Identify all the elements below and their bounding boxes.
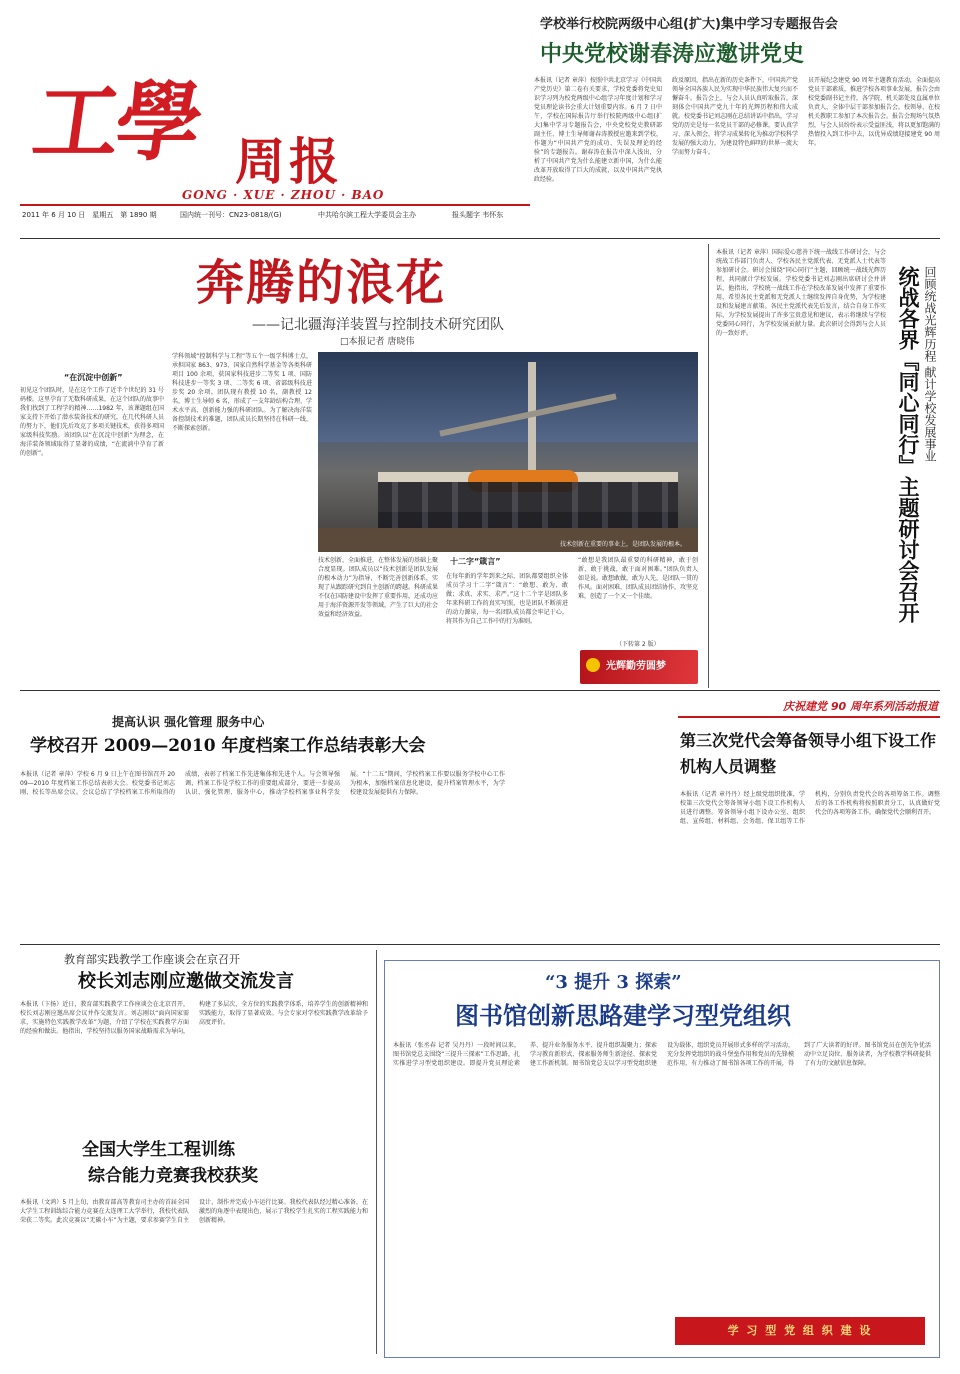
masthead-title-big: 工學 (26, 72, 206, 173)
masthead-rule (20, 204, 530, 206)
competition-headline-2: 综合能力竞赛我校获奖 (88, 1166, 258, 1186)
feature-col-2: 学科领域“控制科学与工程”等五个一级学科博士点，承担国家 863、973、国家自然科学基金等各类科研项目 100 余项，获国家科技进步二等奖 1 项、国防科技进步一等奖 3 项、二等奖 6 项、省部级科技进步奖 20 余项。团队现有教授 10 名，副教授 12 名，博士生导师 6 名，形成了一支年龄结构合理、学术水平高、创新能力强的科研团队。为了解决海洋装备控制技术的难题，团队成员长期坚持在科研一线，不断探索创新。 (172, 353, 312, 432)
lead-story-body-3: 员开展纪念建党 90 周年主题教育活动，全面提高党员干部素质，推进学校各项事业发展，报告会由校党委副书记主持，各学院、机关部处及直属单位负责人、全体中层干部参加报告会。校领导、在校机关教职工参加了本次报告会。报告会现场气氛热烈，与会人员纷纷表示受益匪浅，将以更加饱满的热情投入到工作中去，以优异成绩迎接建党 90 周年。 (808, 77, 940, 147)
team-photo (318, 352, 698, 552)
lead-story-body-2: 政及原因，指出在新的历史条件下，中国共产党领导全国各族人民为实现中华民族伟大复兴而不懈奋斗。报告会上，与会人员认真听取报告，深刻体会中国共产党九十年的光辉历程和伟大成就。校党委书记刘志刚在总结讲话中指出，学习党的历史是每一名党员干部的必修课，要认真学习、深入领会，将学习成果转化为推动学校科学发展的强大动力，为建设特色鲜明的世界一流大学而努力奋斗。 (672, 77, 798, 156)
masthead-cn-number: 国内统一刊号：CN23-0818/(G) (180, 211, 282, 219)
archive-kicker: 提高认识 强化管理 服务中心 (112, 715, 265, 729)
congress-headline: 第三次党代会筹备领导小组下设工作机构人员调整 (680, 731, 937, 776)
divider (708, 244, 709, 688)
feature-byline: □本报记者 唐晓伟 (340, 337, 415, 347)
archive-headline: 学校召开 2009—2010 年度档案工作总结表彰大会 (30, 736, 426, 756)
education-headline: 校长刘志刚应邀做交流发言 (78, 971, 294, 992)
lead-story-body-1: 本报讯（记者 章萍）按照中共北京学习《中国共产党历史》第二卷有关要求，学校党委将党史知识学习列为校党两级中心组学习年度计划和学习党员理论读书会重大计划重要内容。6 月 7 日中午，学校在国际报告厅举行校院两级中心组(扩大)集中学习专题报告会，中央党校党史教研部副主任、博士生导师谢春涛教授应邀来到学校，作题为“中国共产党的成功、失误及理论的经验”的专题报告。谢春涛在报告中深入浅出，分析了中国共产党为什么能建立新中国，为什么能改革开放取得了巨大的成就，以及中国共产党执政经验。 (534, 77, 662, 183)
masthead-publisher: 中共哈尔滨工程大学委员会主办 (318, 211, 416, 219)
anniversary-banner-text: 庆祝建党 90 周年系列活动报道 (783, 700, 938, 713)
competition-body: 本报讯（文鸿）5 月上旬，由教育部高等教育司主办的首届全国大学生工程训练综合能力竞赛在大连理工大学举行，我校代表队荣获二等奖。此次竞赛以“无碳小车”为主题，要求参赛学生自主设计、制作并完成小车运行比赛。我校代表队经过精心准备，在激烈的角逐中表现出色，展示了我校学生扎实的工程实践能力和创新精神。 (20, 1199, 368, 1224)
congress-body: 本报讯（记者 章丹丹）经上级党组织批准，学校第三次党代会筹备领导小组下设工作机构人员进行调整。筹备领导小组下设办公室、组织组、宣传组、材料组、会务组、保卫组等工作机构，分别负责党代会的各项筹备工作。调整后的各工作机构将按照职责分工，认真做好党代会的各项筹备工作，确保党代会顺利召开。 (680, 791, 940, 825)
stamp-text: 光辉勤劳圆梦 (606, 661, 666, 672)
feature-section-2: 十二字“箴言” (450, 557, 501, 566)
masthead-chief-editor: 报头题字 韦怀东 (452, 211, 504, 219)
library-headline: 图书馆创新思路建学习型党组织 (455, 1001, 791, 1030)
lead-story-headline: 中央党校谢春涛应邀讲党史 (540, 41, 805, 67)
feature-headline: 奔腾的浪花 (196, 255, 447, 311)
divider (376, 950, 377, 1354)
competition-headline-1: 全国大学生工程训练 (82, 1140, 235, 1160)
feature-col-4: “敢想是我团队最重要的科研精神，敢于创新、敢于挑战，敢于面对困难。”团队负责人如是说。敢想敢做，敢为人先，是团队一贯的作风。面对困难，团队成员团结协作，攻坚克难，创造了一个又一个佳绩。 (578, 557, 698, 600)
library-footer-banner-text: 学 习 型 党 组 织 建 设 (727, 1324, 873, 1337)
masthead-pinyin: GONG · XUE · ZHOU · BAO (182, 188, 385, 202)
feature-col-bottom: 在每年新的学年到来之际，团队都要组织全体成员学习十二字“箴言”：“敢想、敢为、敢做；求真、求实、求严。”这十二个字是团队多年来科研工作的真实写照，也是团队不断前进的动力源泉，每一名团队成员都会牢记于心，将其作为自己工作中的行为准则。 (446, 573, 568, 625)
feature-col-3: 技术创新，全面推进，在整体发展的基础上聚合度显现。团队成员以“技术创新是团队发展的根本动力”为指导，不断完善创新体系，实现了从跟踪研究到自主创新的跨越。科研成果不仅在国防建设中发挥了重要作用，还成功应用于海洋资源开发等领域，产生了巨大的社会效益和经济效益。 (318, 557, 438, 618)
masthead (20, 20, 530, 232)
party-flag (580, 650, 698, 684)
library-box (384, 960, 940, 1358)
divider (20, 944, 940, 945)
library-footer-banner (675, 1317, 925, 1345)
feature-subtitle: ——记北疆海洋装置与控制技术研究团队 (252, 317, 504, 333)
library-body: 本报讯（张丞春 记者 吴丹丹）一段时间以来，图书馆党总支围绕“三提升三探索”工作思路，扎实推进学习型党组织建设。即提升党员理论素养、提升业务服务水平、提升组织凝聚力；探索学习教育新形式、探索服务师生新途径、探索党建工作新机制。图书馆党总支以学习型党组织建设为载体，组织党员开展形式多样的学习活动，充分发挥党组织的战斗堡垒作用和党员的先锋模范作用，有力推动了图书馆各项工作的开展，得到了广大读者的好评。图书馆党员在创先争优活动中立足岗位、服务读者，为学校教学科研提供了有力的文献信息保障。 (393, 1042, 931, 1067)
lead-story-kicker: 学校举行校院两级中心组(扩大)集中学习专题报告会 (540, 17, 838, 32)
anniversary-banner (678, 700, 940, 718)
photo-sky (318, 352, 698, 442)
education-kicker: 教育部实践教学工作座谈会在京召开 (64, 953, 240, 966)
unity-body: 本报讯（记者 章萍）国际爱心慈善下统一战线工作研讨会，与会统战工作部门负责人、学校各民主党派代表、无党派人士代表等参加研讨会。研讨会围绕“同心同行”主题，回顾统一战线光辉历程，共同献计学校发展。学校党委书记刘志刚出席研讨会并讲话，他指出，学校统一战线工作在学校改革发展中发挥了重要作用，希望各民主党派和无党派人士继续发挥自身优势，为学校建设和发展建言献策。各民主党派代表先后发言，结合自身工作实际，为学校发展提出了许多宝贵意见和建议，表示将继续与学校党委同心同行，为学校发展贡献力量。此次研讨会得到与会人员的一致好评。 (716, 249, 886, 337)
party-emblem-icon (586, 658, 600, 672)
masthead-title-week: 周报 (235, 133, 343, 191)
feature-section-1: “在沉淀中创新” (64, 373, 123, 382)
education-body: 本报讯（卞扬）近日，教育部实践教学工作座谈会在北京召开，校长刘志刚应邀出席会议并作交流发言。刘志刚以“面向国家需求，实施特色实践教学改革”为题，介绍了学校在实践教学方面的经验和做法。他指出，学校坚持以服务国家战略需求为导向，构建了多层次、全方位的实践教学体系，培养学生的创新精神和实践能力，取得了显著成效。与会专家对学校实践教学改革给予高度评价。 (20, 1001, 368, 1035)
masthead-date-issue: 2011 年 6 月 10 日 星期五 第 1890 期 (22, 211, 157, 219)
divider (20, 690, 940, 691)
library-kicker: “3 提升 3 探索” (545, 972, 682, 993)
unity-sub-vertical: 回顾统战光辉历程 献计学校发展事业 (923, 266, 937, 462)
feature-continue: （下转第 2 版） (616, 641, 660, 648)
unity-headline-vertical: 统战各界『同心同行』主题研讨会召开 (896, 266, 921, 623)
divider (20, 238, 940, 239)
archive-body: 本报讯（记者 章萍）学校 6 月 9 日上午在图书馆召开 2009—2010 年度档案工作总结表彰大会。校党委书记刘志刚、校长等出席会议。会议总结了学校档案工作所取得的成绩，表彰了档案工作先进集体和先进个人。与会领导强调，档案工作是学校工作的重要组成部分，要进一步提高认识、强化管理、服务中心，推动学校档案事业科学发展。“十二五”期间，学校档案工作要以服务学校中心工作为根本，加强档案信息化建设，提升档案管理水平，为学校建设发展提供有力保障。 (20, 771, 505, 796)
feature-col-1: 初见这个团队时，是在这个工作了近半个世纪的 31 号码楼。这里孕育了无数科研成果，在这个团队的故事中我们找到了工程学的精神……1982 年，该课题组在国家支持下开始了潜水装备技术的研究，在几代科研人员的努力下，他们先后攻克了多项关键技术，获得多项国家级科技奖励。该团队以“在沉淀中创新”为理念，在海洋装备领域取得了显著的成绩，“在流淌中孕育了新的创新”。 (20, 387, 164, 457)
feature-photo-caption: 技术创新在重要的事业上，是团队发展的根本。 (560, 541, 687, 548)
